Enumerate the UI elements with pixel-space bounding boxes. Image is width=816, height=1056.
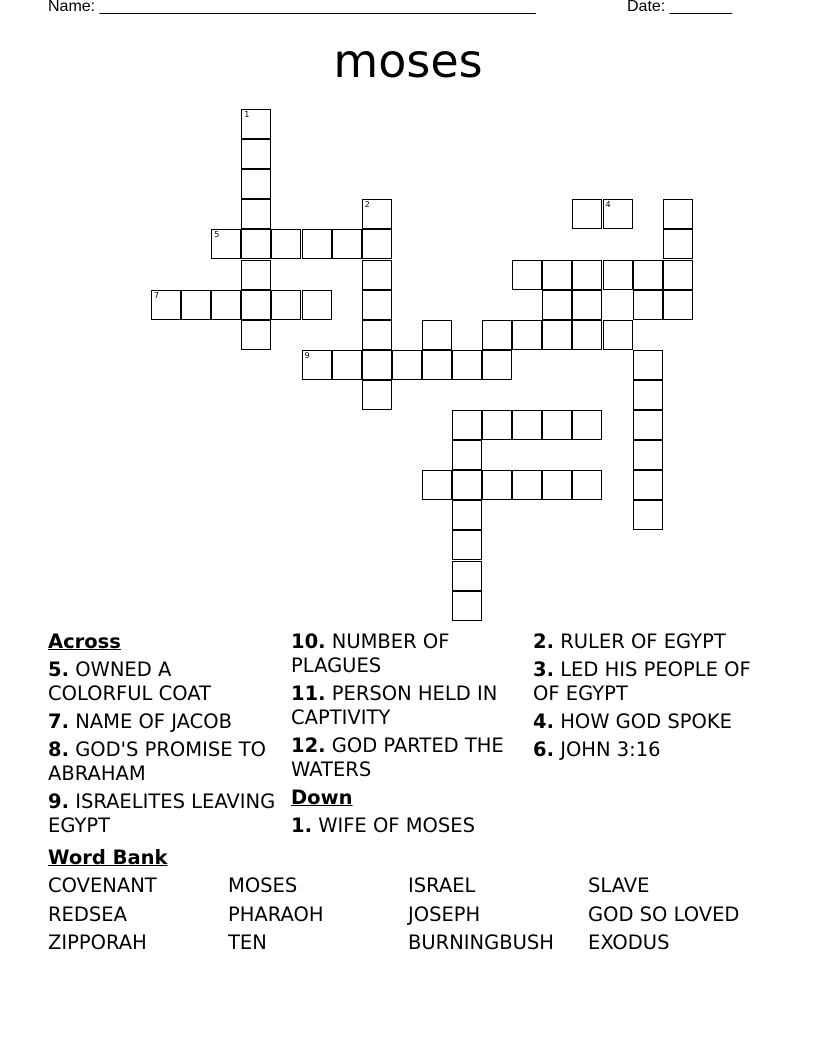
crossword-cell[interactable] xyxy=(211,229,241,259)
crossword-cell[interactable] xyxy=(211,290,241,320)
crossword-cell[interactable] xyxy=(241,260,271,290)
crossword-cell[interactable] xyxy=(572,470,602,500)
crossword-cell[interactable] xyxy=(542,410,572,440)
across-clue xyxy=(48,658,280,706)
crossword-cell[interactable] xyxy=(332,350,362,380)
word-bank-item: SLAVE xyxy=(588,874,650,897)
crossword-cell[interactable] xyxy=(633,350,663,380)
word-bank-item: PHARAOH xyxy=(228,903,324,926)
crossword-cell[interactable] xyxy=(302,229,332,259)
clue-number: 11. xyxy=(291,682,326,705)
word-bank-item: TEN xyxy=(228,931,267,954)
crossword-cell[interactable] xyxy=(633,500,663,530)
clue-number: 8. xyxy=(48,738,69,761)
crossword-cell[interactable] xyxy=(302,290,332,320)
cell-number: 1 xyxy=(244,110,250,119)
crossword-cell[interactable] xyxy=(542,260,572,290)
crossword-cell[interactable] xyxy=(362,260,392,290)
across-clue xyxy=(291,734,527,782)
name-field-label: Name: _________________________________________________ xyxy=(48,0,536,15)
crossword-cell[interactable] xyxy=(482,410,512,440)
crossword-cell[interactable] xyxy=(572,199,602,229)
clue-text: NAME OF JACOB xyxy=(75,710,232,733)
crossword-cell[interactable] xyxy=(512,320,542,350)
crossword-cell[interactable] xyxy=(663,260,693,290)
crossword-cell[interactable] xyxy=(572,260,602,290)
word-bank-item: REDSEA xyxy=(48,903,127,926)
crossword-cell[interactable] xyxy=(452,470,482,500)
across-heading: Across xyxy=(48,630,121,653)
crossword-cell[interactable] xyxy=(633,470,663,500)
clue-text: PERSON HELD IN CAPTIVITY xyxy=(291,682,498,729)
clue-text: WIFE OF MOSES xyxy=(318,814,475,837)
crossword-cell[interactable] xyxy=(452,561,482,591)
crossword-cell[interactable] xyxy=(452,350,482,380)
crossword-cell[interactable] xyxy=(633,260,663,290)
clue-number: 3. xyxy=(533,658,554,681)
crossword-cell[interactable] xyxy=(181,290,211,320)
crossword-cell[interactable] xyxy=(241,169,271,199)
cell-number: 4 xyxy=(605,200,611,210)
clue-number: 2. xyxy=(533,630,554,653)
word-bank-item: COVENANT xyxy=(48,874,157,897)
across-clue xyxy=(48,710,280,734)
crossword-cell[interactable] xyxy=(241,290,271,320)
clue-number: 1. xyxy=(291,814,312,837)
cell-number: 5 xyxy=(214,230,220,240)
crossword-cell[interactable] xyxy=(542,470,572,500)
crossword-cell[interactable] xyxy=(392,350,422,380)
crossword-cell[interactable] xyxy=(482,320,512,350)
crossword-cell[interactable] xyxy=(151,290,181,320)
crossword-cell[interactable] xyxy=(452,410,482,440)
crossword-cell[interactable] xyxy=(572,320,602,350)
crossword-cell[interactable] xyxy=(603,320,633,350)
crossword-cell[interactable] xyxy=(542,290,572,320)
crossword-cell[interactable] xyxy=(452,530,482,560)
clues-column-2 xyxy=(291,630,527,842)
crossword-cell[interactable] xyxy=(572,410,602,440)
crossword-cell[interactable] xyxy=(271,290,301,320)
clue-number: 12. xyxy=(291,734,326,757)
crossword-cell[interactable] xyxy=(452,500,482,530)
down-clue xyxy=(533,630,783,654)
crossword-cell[interactable] xyxy=(633,410,663,440)
crossword-cell[interactable] xyxy=(241,229,271,259)
down-heading: Down xyxy=(291,786,353,809)
clue-number: 6. xyxy=(533,738,554,761)
crossword-cell[interactable] xyxy=(452,591,482,621)
clues-column-3 xyxy=(533,630,783,766)
cell-number: 9 xyxy=(304,350,310,360)
crossword-cell[interactable] xyxy=(362,199,392,229)
down-clue xyxy=(291,814,527,838)
down-clue xyxy=(533,658,783,706)
crossword-cell[interactable] xyxy=(422,350,452,380)
cell-number: 7 xyxy=(154,290,160,300)
word-bank-item: GOD SO LOVED xyxy=(588,903,740,926)
crossword-cell[interactable] xyxy=(362,380,392,410)
crossword-cell[interactable] xyxy=(512,260,542,290)
crossword-cell[interactable] xyxy=(633,380,663,410)
crossword-cell[interactable] xyxy=(241,320,271,350)
down-clue xyxy=(533,710,783,734)
clue-text: HOW GOD SPOKE xyxy=(560,710,732,733)
page-title: moses xyxy=(333,34,483,88)
date-field-label: Date: _______ xyxy=(627,0,732,15)
word-bank-item: ZIPPORAH xyxy=(48,931,147,954)
word-bank-item: BURNINGBUSH xyxy=(408,931,554,954)
crossword-cell[interactable] xyxy=(362,290,392,320)
across-clue xyxy=(291,682,527,730)
crossword-cell[interactable] xyxy=(362,229,392,259)
crossword-cell[interactable] xyxy=(332,229,362,259)
word-bank-item: JOSEPH xyxy=(408,903,481,926)
crossword-cell[interactable] xyxy=(422,470,452,500)
crossword-cell[interactable] xyxy=(241,139,271,169)
clue-text: RULER OF EGYPT xyxy=(560,630,726,653)
clue-number: 9. xyxy=(48,790,69,813)
crossword-cell[interactable] xyxy=(362,350,392,380)
crossword-cell[interactable] xyxy=(452,440,482,470)
clues-column-1 xyxy=(48,630,280,842)
crossword-cell[interactable] xyxy=(542,320,572,350)
clue-text: GOD PARTED THE WATERS xyxy=(291,734,504,781)
cell-number: 2 xyxy=(364,200,370,210)
crossword-cell[interactable] xyxy=(663,229,693,259)
crossword-cell[interactable] xyxy=(241,199,271,229)
crossword-cell[interactable] xyxy=(633,290,663,320)
clue-text: ISRAELITES LEAVING EGYPT xyxy=(48,790,276,837)
crossword-cell[interactable] xyxy=(633,440,663,470)
crossword-cell[interactable] xyxy=(603,199,633,229)
crossword-cell[interactable] xyxy=(663,290,693,320)
clue-number: 7. xyxy=(48,710,69,733)
crossword-cell[interactable] xyxy=(663,199,693,229)
crossword-cell[interactable] xyxy=(422,320,452,350)
word-bank-item: ISRAEL xyxy=(408,874,476,897)
clue-text: LED HIS PEOPLE OF OF EGYPT xyxy=(533,658,751,705)
clue-text: GOD'S PROMISE TO ABRAHAM xyxy=(48,738,266,785)
clue-number: 4. xyxy=(533,710,554,733)
across-clue xyxy=(48,790,280,838)
crossword-cell[interactable] xyxy=(241,109,271,139)
clue-text: JOHN 3:16 xyxy=(560,738,661,761)
clue-text: NUMBER OF PLAGUES xyxy=(291,630,450,677)
crossword-cell[interactable] xyxy=(603,260,633,290)
word-bank-item: MOSES xyxy=(228,874,298,897)
down-clue xyxy=(533,738,783,762)
word-bank-heading: Word Bank xyxy=(48,846,168,869)
crossword-cell[interactable] xyxy=(512,410,542,440)
crossword-cell[interactable] xyxy=(271,229,301,259)
crossword-cell[interactable] xyxy=(482,350,512,380)
crossword-cell[interactable] xyxy=(572,290,602,320)
clue-text: OWNED A COLORFUL COAT xyxy=(48,658,211,705)
across-clue xyxy=(48,738,280,786)
crossword-cell[interactable] xyxy=(302,350,332,380)
across-clue xyxy=(291,630,527,678)
crossword-cell[interactable] xyxy=(482,470,512,500)
clue-number: 10. xyxy=(291,630,326,653)
clue-number: 5. xyxy=(48,658,69,681)
crossword-cell[interactable] xyxy=(512,470,542,500)
word-bank-item: EXODUS xyxy=(588,931,670,954)
crossword-cell[interactable] xyxy=(362,320,392,350)
